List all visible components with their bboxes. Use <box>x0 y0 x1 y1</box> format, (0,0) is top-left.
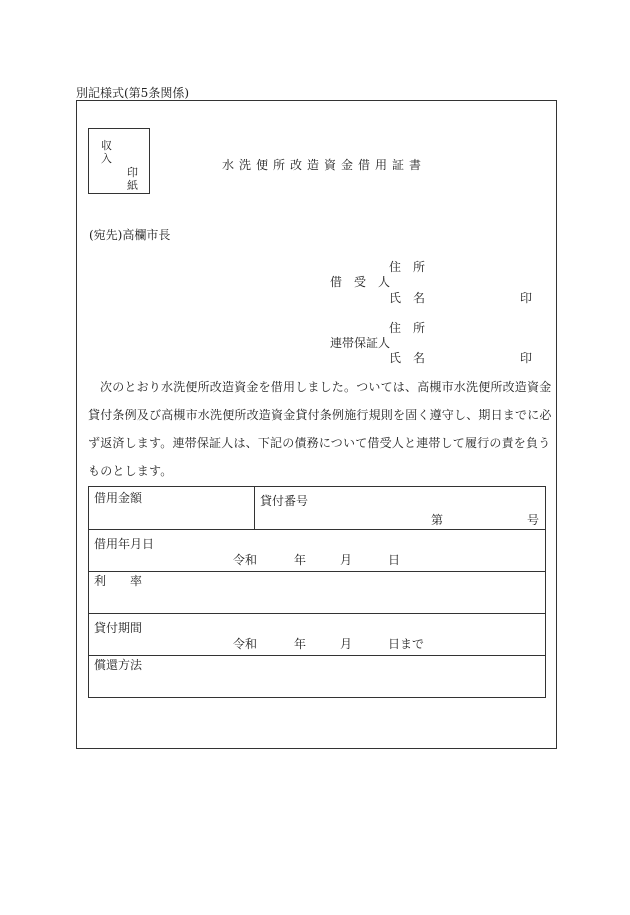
table-row-rule <box>89 613 545 614</box>
period-month: 月 <box>340 637 353 651</box>
stamp-label-4: 紙 <box>127 179 138 192</box>
revenue-stamp-box <box>88 128 150 194</box>
borrower-name-label: 氏 名 <box>389 291 426 305</box>
guarantor-label: 連帯保証人 <box>330 336 391 350</box>
period-year: 年 <box>294 637 307 651</box>
addressee: (宛先)高欄市長 <box>89 228 171 242</box>
document-title: 水洗便所改造資金借用証書 <box>222 158 427 172</box>
form-id: 別記様式(第5条関係) <box>76 86 189 100</box>
table-row-rule <box>89 655 545 656</box>
stamp-label-3: 印 <box>127 166 138 179</box>
guarantor-address-label: 住 所 <box>389 321 426 335</box>
borrower-seal: 印 <box>520 291 533 305</box>
loan-period-label: 貸付期間 <box>94 621 143 635</box>
period-until: 日まで <box>388 637 425 651</box>
interest-rate-label: 利 率 <box>94 574 143 588</box>
loan-table <box>88 486 546 698</box>
borrow-date-day: 日 <box>388 553 401 567</box>
borrow-date-month: 月 <box>340 553 353 567</box>
repayment-method-label: 償還方法 <box>94 658 143 672</box>
stamp-label-1: 収 <box>101 139 112 152</box>
stamp-label-2: 入 <box>101 152 112 165</box>
table-row-rule <box>89 529 545 530</box>
body-paragraph: 次のとおり水洗便所改造資金を借用しました。ついては、高槻市水洗便所改造資金貸付条例及び高槻市水洗便所改造資金貸付条例施行規則を固く遵守し、期日までに必ず返済します。連帯保証人は、下記の債務について借受人と連帯して履行の責を負うものとします。 <box>88 380 552 478</box>
loan-number-label: 貸付番号 <box>260 494 309 508</box>
loan-amount-label: 借用金額 <box>94 491 143 505</box>
period-era: 令和 <box>233 637 258 651</box>
table-row-rule <box>89 571 545 572</box>
borrow-date-label: 借用年月日 <box>94 537 155 551</box>
guarantor-seal: 印 <box>520 351 533 365</box>
loan-number-suffix: 号 <box>527 513 540 527</box>
table-divider <box>254 487 255 529</box>
borrow-date-era: 令和 <box>233 553 258 567</box>
loan-number-prefix: 第 <box>431 513 444 527</box>
borrower-label: 借 受 人 <box>330 275 391 289</box>
borrow-date-year: 年 <box>294 553 307 567</box>
borrower-address-label: 住 所 <box>389 260 426 274</box>
guarantor-name-label: 氏 名 <box>389 351 426 365</box>
